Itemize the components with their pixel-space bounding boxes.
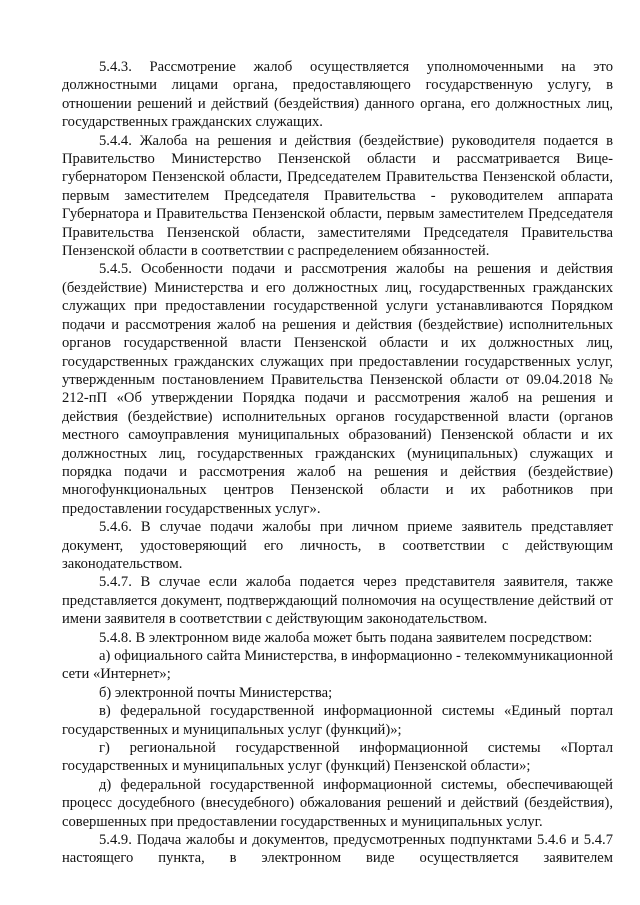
list-item-a: а) официального сайта Министерства, в информационно - телекоммуникационной сети «Интернет»; [62,648,613,683]
paragraph-5-4-5: 5.4.5. Особенности подачи и рассмотрения жалобы на решения и действия (бездействие) Министерства и его должностных лиц, государственных гражданских служащих при предоставлении государственной услуги устанавливаются Порядком подачи и рассмотрения жалоб на решения и действия (бездействие) исполнительных органов государственной власти Пензенской области и их должностных лиц, государственных гражданских служащих при предоставлении государственных услуг, утвержденным постановлением Правительства Пензенской области от 09.04.2018 № 212-пП «Об утверждении Порядка подачи и рассмотрения жалоб на решения и действия (бездействие) исполнительных органов государственной власти (органов местного самоуправления муниципальных образований) Пензенской области и их должностных лиц, государственных гражданских (муниципальных) служащих и порядка подачи и рассмотрения жалоб на решения и действия (бездействие) многофункциональных центров Пензенской области и их работников при предоставлении государственных услуг». [62,261,613,517]
list-item-g: г) региональной государственной информационной системы «Портал государственных и муниципальных услуг (функций) Пензенской области»; [62,740,613,775]
list-item-v: в) федеральной государственной информационной системы «Единый портал государственных и муниципальных услуг (функций)»; [62,703,613,738]
paragraph-5-4-3: 5.4.3. Рассмотрение жалоб осуществляется уполномоченными на это должностными лицами органа, предоставляющего государственную услугу, в отношении решений и действий (бездействия) данного органа, его должностных лиц, государственных гражданских служащих. [62,59,613,131]
paragraph-5-4-7: 5.4.7. В случае если жалоба подается через представителя заявителя, также представляется документ, подтверждающий полномочия на осуществление действий от имени заявителя в соответствии с действующим законодательством. [62,574,613,628]
document-page [62,58,613,868]
paragraph-5-4-4: 5.4.4. Жалоба на решения и действия (бездействие) руководителя подается в Правительство Министерство Пензенской области и рассматривается Вице-губернатором Пензенской области, Председателем Правительства Пензенской области, первым заместителем Председателя Правительства - руководителем аппарата Губернатора и Правительства Пензенской области, первым заместителем Председателя Правительства Пензенской области, заместителями Председателя Правительства Пензенской области в соответствии с распределением обязанностей. [62,132,613,260]
paragraph-5-4-8: 5.4.8. В электронном виде жалоба может быть подана заявителем посредством: [99,629,593,646]
list-item-d: д) федеральной государственной информационной системы, обеспечивающей процесс досудебного (внесудебного) обжалования решений и действий (бездействия), совершенных при предоставлении государственных и муниципальных услуг. [62,776,613,830]
list-item-b: б) электронной почты Министерства; [99,684,333,701]
paragraph-5-4-6: 5.4.6. В случае подачи жалобы при личном приеме заявитель представляет документ, удостоверяющий его личность, в соответствии с действующим законодательством. [62,519,613,572]
paragraph-5-4-9: 5.4.9. Подача жалобы и документов, предусмотренных подпунктами 5.4.6 и 5.4.7 настоящего пункта, в электронном виде осуществляется заявителем [62,832,613,867]
